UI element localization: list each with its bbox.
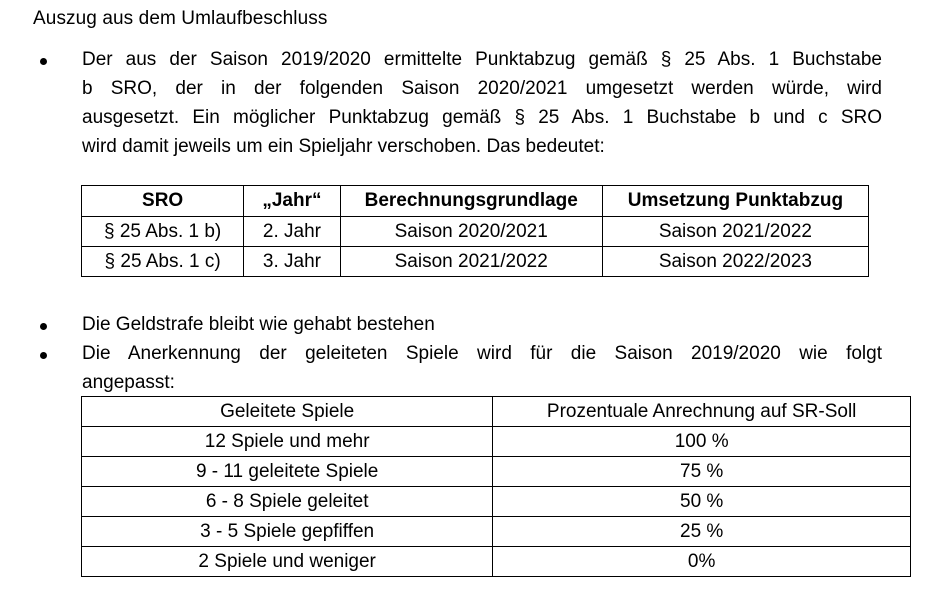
text-line: b SRO, der in der folgenden Saison 2020/2021 umgesetzt werden würde, wird (82, 78, 882, 99)
table-cell: Saison 2020/2021 (340, 217, 602, 247)
table-cell: Saison 2022/2023 (602, 247, 868, 277)
text-line: ausgesetzt. Ein möglicher Punktabzug gemäß § 25 Abs. 1 Buchstabe b und c SRO (82, 107, 882, 128)
table-row (82, 547, 911, 577)
table-cell: 6 - 8 Spiele geleitet (82, 487, 493, 517)
text-line: Die Anerkennung der geleiteten Spiele wird für die Saison 2019/2020 wie folgt (82, 343, 882, 364)
bullet-point-3 (40, 352, 50, 362)
table-cell: § 25 Abs. 1 c) (82, 247, 244, 277)
table-cell: 2 Spiele und weniger (82, 547, 493, 577)
table-row (82, 247, 869, 277)
table-cell: Saison 2021/2022 (602, 217, 868, 247)
text-line: wird damit jeweils um ein Spieljahr verschoben. Das bedeutet: (82, 136, 605, 157)
header-cell-prozentuale-anrechnung: Prozentuale Anrechnung auf SR-Soll (493, 397, 911, 427)
table-cell: 3. Jahr (244, 247, 340, 277)
table-row (82, 217, 869, 247)
document-heading: Auszug aus dem Umlaufbeschluss (33, 8, 328, 29)
table-header-row (82, 186, 869, 217)
table-cell: 12 Spiele und mehr (82, 427, 493, 457)
table-cell: 9 - 11 geleitete Spiele (82, 457, 493, 487)
table-row (82, 487, 911, 517)
header-cell-sro: SRO (82, 186, 244, 217)
bullet-point-2 (40, 323, 50, 333)
bullet-point-1 (40, 58, 50, 68)
punktabzug-table (81, 185, 869, 277)
bullet-text-2 (82, 310, 882, 339)
table-cell: § 25 Abs. 1 b) (82, 217, 244, 247)
table-cell: 25 % (493, 517, 911, 547)
bullet-text-1 (82, 45, 882, 161)
table-cell: 75 % (493, 457, 911, 487)
header-cell-jahr: „Jahr“ (244, 186, 340, 217)
anrechnung-table (81, 396, 911, 577)
table-row (82, 457, 911, 487)
text-line: angepasst: (82, 372, 175, 393)
bullet-text-3 (82, 339, 882, 397)
table-cell: 3 - 5 Spiele gepfiffen (82, 517, 493, 547)
table-header-row (82, 397, 911, 427)
table-cell: Saison 2021/2022 (340, 247, 602, 277)
header-cell-berechnungsgrundlage: Berechnungsgrundlage (340, 186, 602, 217)
text-line: Die Geldstrafe bleibt wie gehabt bestehen (82, 314, 435, 335)
table-row (82, 517, 911, 547)
header-cell-geleitete-spiele: Geleitete Spiele (82, 397, 493, 427)
text-line: Der aus der Saison 2019/2020 ermittelte Punktabzug gemäß § 25 Abs. 1 Buchstabe (82, 49, 882, 70)
table-cell: 2. Jahr (244, 217, 340, 247)
table-cell: 100 % (493, 427, 911, 457)
header-cell-umsetzung: Umsetzung Punktabzug (602, 186, 868, 217)
table-row (82, 427, 911, 457)
table-cell: 0% (493, 547, 911, 577)
table-cell: 50 % (493, 487, 911, 517)
